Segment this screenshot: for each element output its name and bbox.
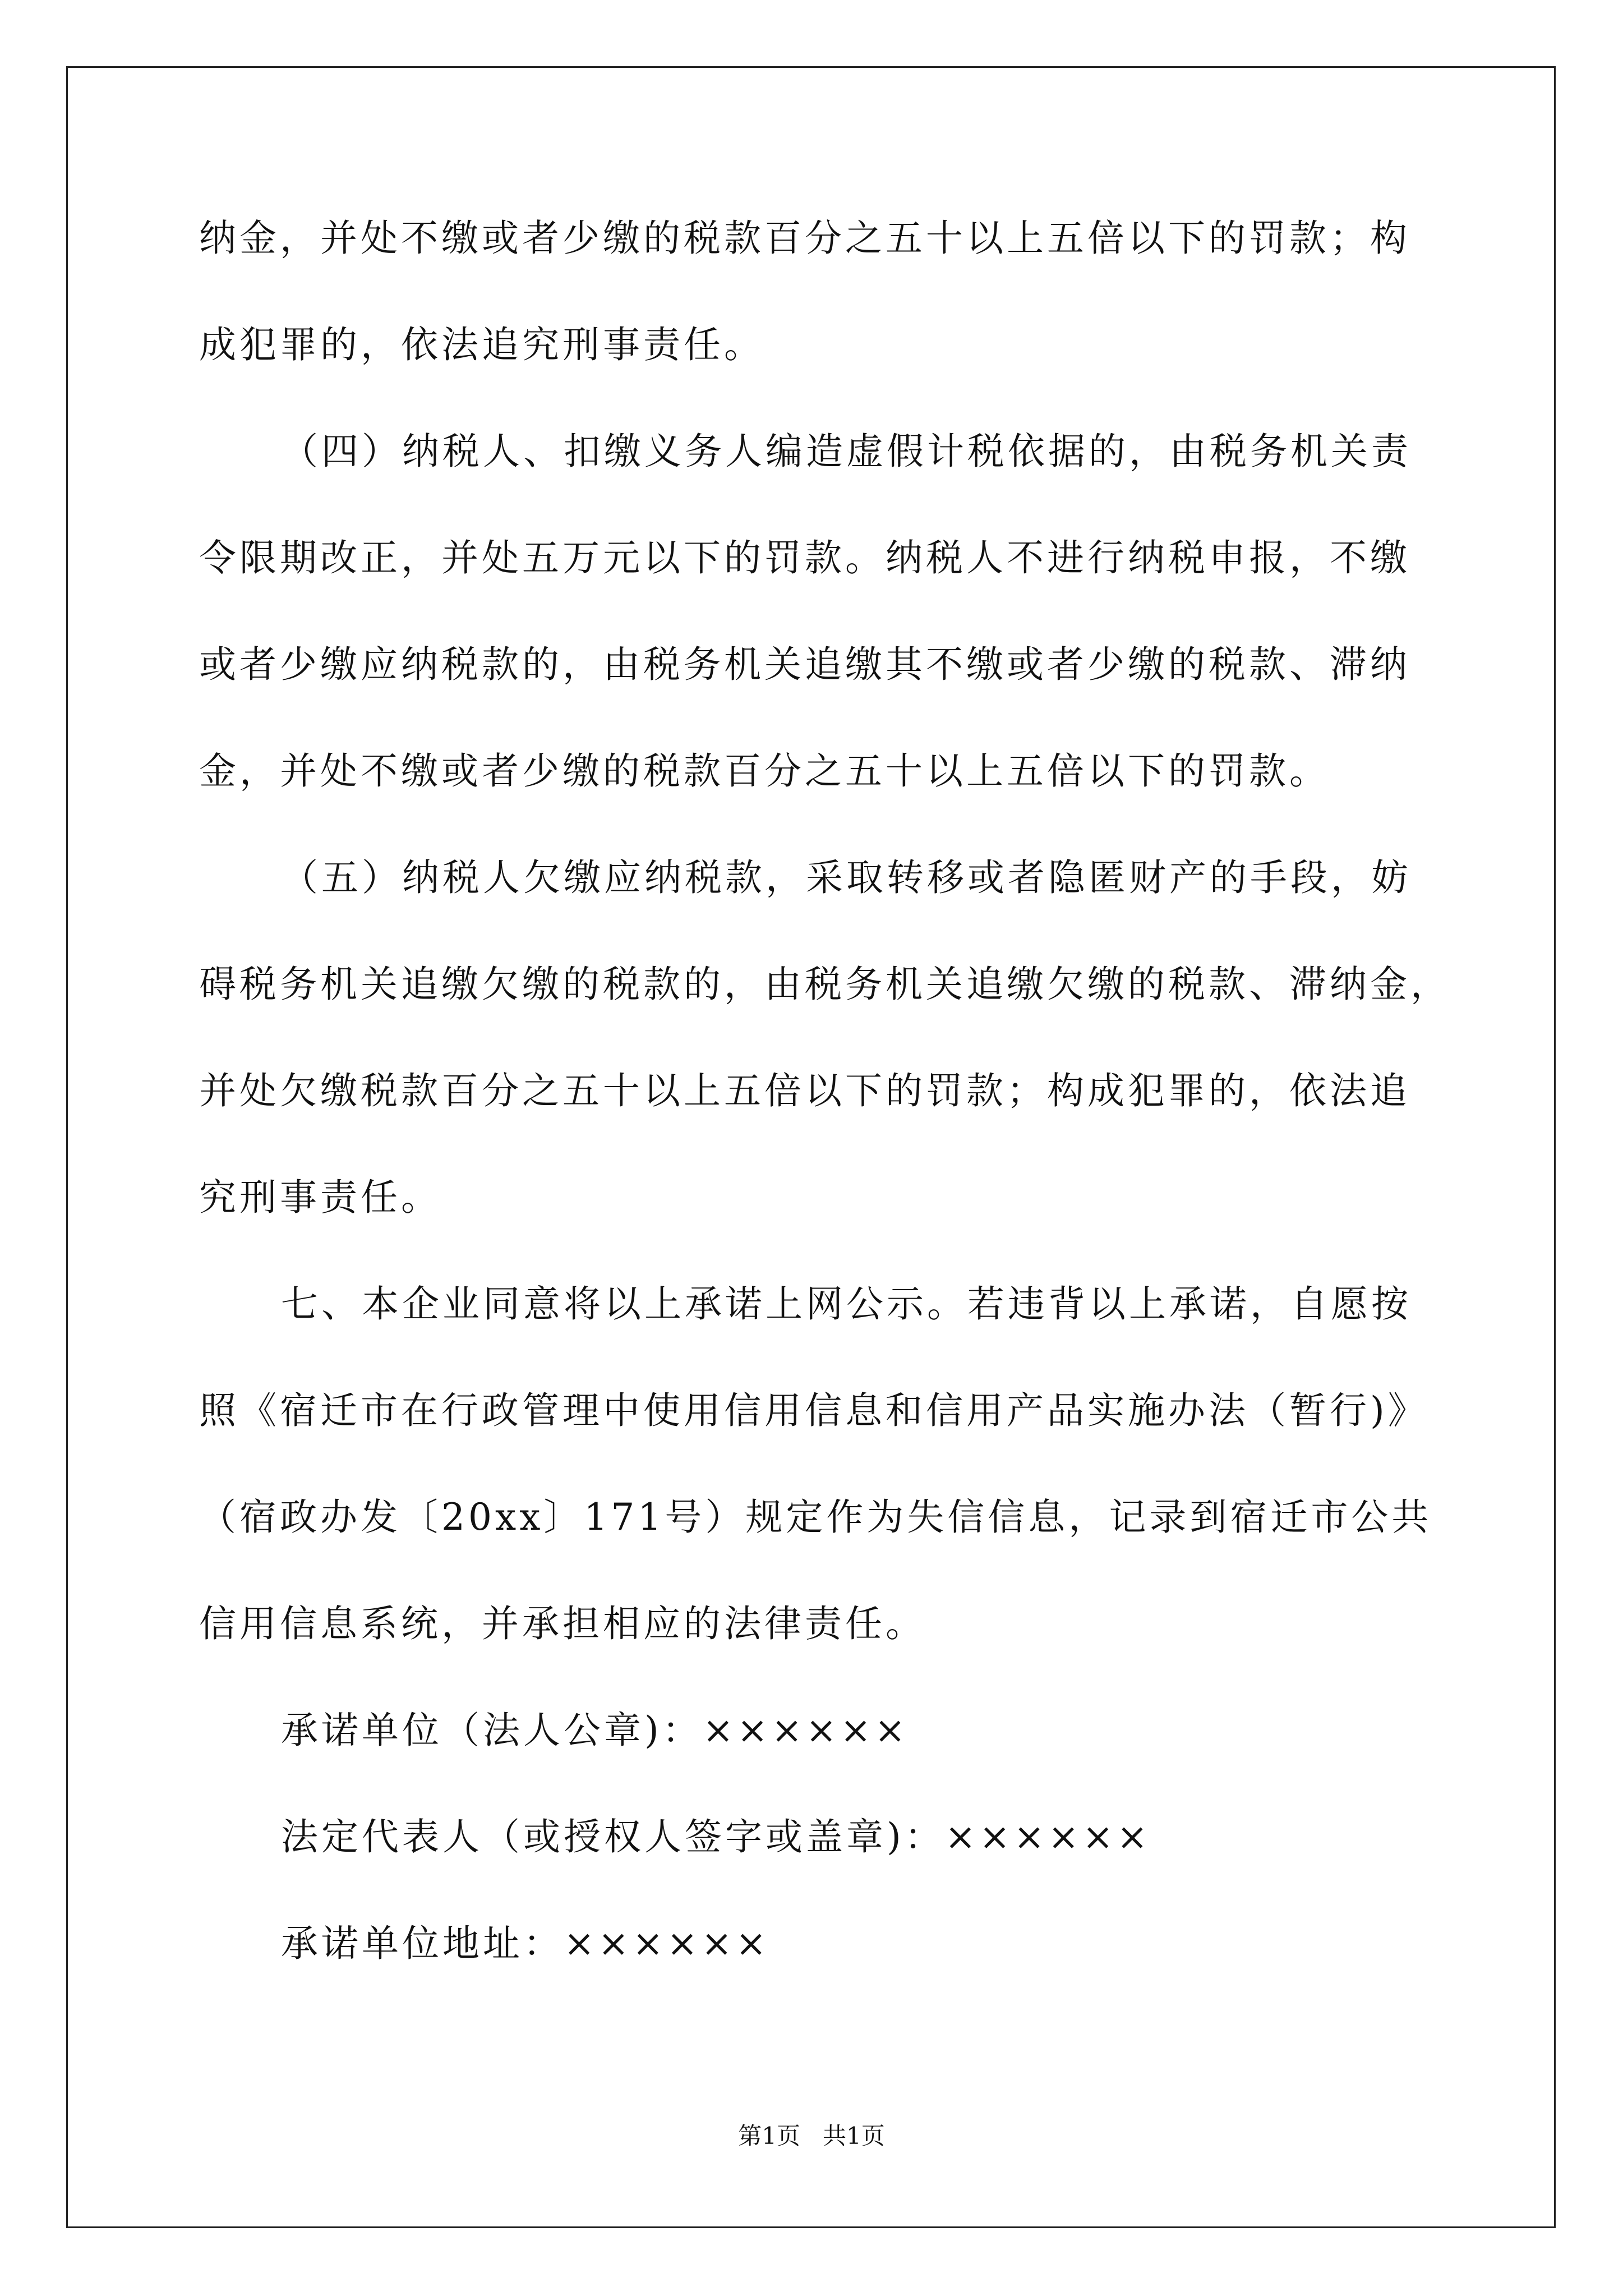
text-line: 并处欠缴税款百分之五十以上五倍以下的罚款；构成犯罪的，依法追 <box>199 1069 1410 1112</box>
text-line: 成犯罪的，依法追究刑事责任。 <box>199 323 764 366</box>
signature-unit-line: 承诺单位（法人公章)：×××××× <box>281 1709 909 1752</box>
text-line: 金，并处不缴或者少缴的税款百分之五十以上五倍以下的罚款。 <box>199 749 1330 793</box>
text-line: 纳金，并处不缴或者少缴的税款百分之五十以上五倍以下的罚款；构 <box>199 217 1410 260</box>
text-line: （四）纳税人、扣缴义务人编造虚假计税依据的，由税务机关责 <box>281 430 1412 473</box>
text-line: 照《宿迁市在行政管理中使用信用信息和信用产品实施办法（暂行)》 <box>199 1389 1428 1432</box>
legal-representative-line: 法定代表人（或授权人签字或盖章)：×××××× <box>281 1815 1151 1858</box>
text-line: （宿政办发〔20xx〕171号）规定作为失信信息，记录到宿迁市公共 <box>199 1496 1432 1539</box>
text-line: 七、本企业同意将以上承诺上网公示。若违背以上承诺，自愿按 <box>281 1282 1412 1326</box>
page-border <box>66 66 1556 2228</box>
text-line: 令限期改正，并处五万元以下的罚款。纳税人不进行纳税申报，不缴 <box>199 536 1410 579</box>
text-line: （五）纳税人欠缴应纳税款，采取转移或者隐匿财产的手段，妨 <box>281 856 1412 899</box>
unit-address-line: 承诺单位地址：×××××× <box>281 1922 770 1965</box>
text-line: 碍税务机关追缴欠缴的税款的，由税务机关追缴欠缴的税款、滞纳金， <box>199 963 1451 1006</box>
text-line: 究刑事责任。 <box>199 1176 441 1219</box>
text-line: 或者少缴应纳税款的，由税务机关追缴其不缴或者少缴的税款、滞纳 <box>199 643 1410 686</box>
page-number: 第1页 共1页 <box>738 2122 885 2150</box>
text-line: 信用信息系统，并承担相应的法律责任。 <box>199 1602 926 1645</box>
